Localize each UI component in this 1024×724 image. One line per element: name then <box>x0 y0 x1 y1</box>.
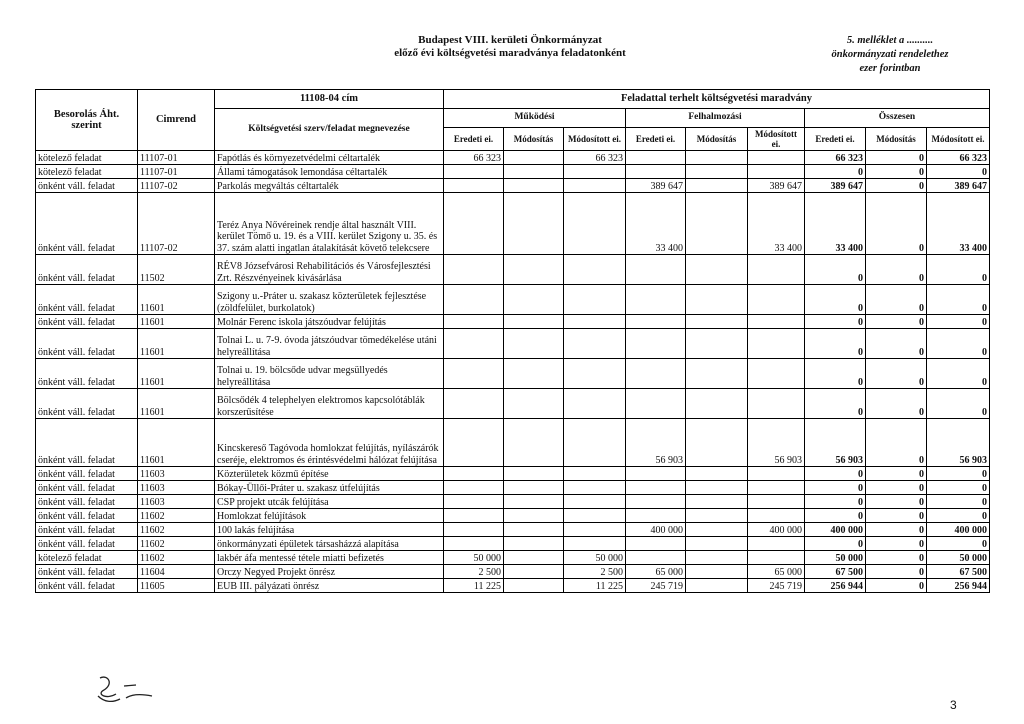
mukodesi-modositott-cell <box>564 315 626 329</box>
table-row <box>36 565 990 579</box>
mukodesi-modositott-cell <box>564 481 626 495</box>
osszesen-modositott-cell: 0 <box>927 467 990 481</box>
cimrend-cell: 11601 <box>138 419 215 467</box>
mukodesi-modositas-cell <box>504 523 564 537</box>
osszesen-eredeti-cell: 0 <box>805 329 866 359</box>
felhalmozasi-modositas-cell <box>686 255 748 285</box>
annex-line-2: önkormányzati rendelethez <box>831 49 949 60</box>
osszesen-modositas-cell: 0 <box>866 467 927 481</box>
osszesen-eredeti-cell: 0 <box>805 509 866 523</box>
mukodesi-modositas-cell <box>504 329 564 359</box>
cimrend-cell: 11602 <box>138 509 215 523</box>
mukodesi-eredeti-cell <box>444 419 504 467</box>
table-row <box>36 329 990 359</box>
felhalmozasi-eredeti-cell: 33 400 <box>626 193 686 255</box>
mukodesi-modositas-cell <box>504 389 564 419</box>
mukodesi-modositas-cell <box>504 565 564 579</box>
mukodesi-modositott-cell <box>564 255 626 285</box>
col-f-modositas: Módosítás <box>686 128 748 151</box>
felhalmozasi-modositas-cell <box>686 389 748 419</box>
task-name-cell: Tolnai u. 19. bölcsőde udvar megsüllyedés helyreállítása <box>215 359 444 389</box>
osszesen-eredeti-cell: 0 <box>805 495 866 509</box>
mukodesi-modositott-cell <box>564 467 626 481</box>
osszesen-modositott-cell: 0 <box>927 329 990 359</box>
felhalmozasi-modositott-cell <box>748 359 805 389</box>
felhalmozasi-modositas-cell <box>686 523 748 537</box>
col-o-modositas: Módosítás <box>866 128 927 151</box>
besorolas-cell: önként váll. feladat <box>36 285 138 315</box>
mukodesi-eredeti-cell: 11 225 <box>444 579 504 593</box>
felhalmozasi-modositas-cell <box>686 579 748 593</box>
osszesen-eredeti-cell: 56 903 <box>805 419 866 467</box>
col-m-modositas: Módosítás <box>504 128 564 151</box>
osszesen-modositas-cell: 0 <box>866 419 927 467</box>
budget-table <box>35 89 990 593</box>
osszesen-modositott-cell: 0 <box>927 481 990 495</box>
mukodesi-modositott-cell <box>564 537 626 551</box>
felhalmozasi-eredeti-cell <box>626 509 686 523</box>
table-row <box>36 579 990 593</box>
mukodesi-modositott-cell <box>564 509 626 523</box>
mukodesi-modositas-cell <box>504 495 564 509</box>
osszesen-modositas-cell: 0 <box>866 329 927 359</box>
felhalmozasi-modositas-cell <box>686 551 748 565</box>
osszesen-eredeti-cell: 67 500 <box>805 565 866 579</box>
osszesen-eredeti-cell: 50 000 <box>805 551 866 565</box>
mukodesi-eredeti-cell <box>444 285 504 315</box>
felhalmozasi-eredeti-cell: 65 000 <box>626 565 686 579</box>
mukodesi-modositott-cell <box>564 495 626 509</box>
osszesen-modositas-cell: 0 <box>866 179 927 193</box>
besorolas-cell: önként váll. feladat <box>36 179 138 193</box>
task-name-cell: Molnár Ferenc iskola játszóudvar felújítás <box>215 315 444 329</box>
felhalmozasi-modositott-cell: 245 719 <box>748 579 805 593</box>
osszesen-eredeti-cell: 33 400 <box>805 193 866 255</box>
besorolas-cell: önként váll. feladat <box>36 389 138 419</box>
mukodesi-modositas-cell <box>504 579 564 593</box>
mukodesi-modositott-cell <box>564 285 626 315</box>
col-mukodesi: Működési <box>444 109 626 128</box>
cimrend-cell: 11601 <box>138 389 215 419</box>
felhalmozasi-modositott-cell <box>748 509 805 523</box>
felhalmozasi-modositas-cell <box>686 315 748 329</box>
felhalmozasi-eredeti-cell <box>626 467 686 481</box>
col-f-eredeti: Eredeti ei. <box>626 128 686 151</box>
handwritten-initials <box>92 672 162 706</box>
besorolas-cell: önként váll. feladat <box>36 579 138 593</box>
osszesen-modositas-cell: 0 <box>866 523 927 537</box>
task-name-cell: Teréz Anya Nővéreinek rendje által használt VIII. kerület Tömő u. 19. és a VIII. kerület Szigony u. 35. és 37. szám alatti ingatlan átalakítását követő telekcsere <box>215 193 444 255</box>
osszesen-modositott-cell: 56 903 <box>927 419 990 467</box>
table-row <box>36 389 990 419</box>
felhalmozasi-eredeti-cell <box>626 165 686 179</box>
task-name-cell: Kincskereső Tagóvoda homlokzat felújítás, nyílászárók cseréje, elektromos és érintésvédelmi hálózat felújítása <box>215 419 444 467</box>
osszesen-modositott-cell: 0 <box>927 255 990 285</box>
osszesen-eredeti-cell: 0 <box>805 315 866 329</box>
osszesen-modositas-cell: 0 <box>866 193 927 255</box>
table-row <box>36 179 990 193</box>
felhalmozasi-modositott-cell <box>748 285 805 315</box>
table-row <box>36 509 990 523</box>
task-name-cell: 100 lakás felújítása <box>215 523 444 537</box>
besorolas-cell: önként váll. feladat <box>36 193 138 255</box>
cimrend-cell: 11107-02 <box>138 179 215 193</box>
besorolas-cell: önként váll. feladat <box>36 419 138 467</box>
col-f-modositott: Módosított ei. <box>748 128 805 151</box>
table-row <box>36 165 990 179</box>
task-name-cell: Szigony u.-Práter u. szakasz közterületek fejlesztése (zöldfelület, burkolatok) <box>215 285 444 315</box>
task-name-cell: önkormányzati épületek társasházzá alapítása <box>215 537 444 551</box>
mukodesi-modositott-cell <box>564 389 626 419</box>
osszesen-modositas-cell: 0 <box>866 315 927 329</box>
col-koltsegvetesi: Költségvetési szerv/feladat megnevezése <box>215 109 444 151</box>
besorolas-cell: kötelező feladat <box>36 165 138 179</box>
besorolas-cell: önként váll. feladat <box>36 329 138 359</box>
felhalmozasi-eredeti-cell <box>626 389 686 419</box>
osszesen-modositott-cell: 400 000 <box>927 523 990 537</box>
col-osszesen: Összesen <box>805 109 990 128</box>
mukodesi-eredeti-cell <box>444 481 504 495</box>
cimrend-cell: 11602 <box>138 537 215 551</box>
cimrend-cell: 11107-02 <box>138 193 215 255</box>
osszesen-modositott-cell: 33 400 <box>927 193 990 255</box>
mukodesi-modositott-cell <box>564 359 626 389</box>
table-row <box>36 523 990 537</box>
col-o-modositott: Módosított ei. <box>927 128 990 151</box>
mukodesi-modositas-cell <box>504 551 564 565</box>
osszesen-modositott-cell: 0 <box>927 165 990 179</box>
felhalmozasi-modositott-cell <box>748 165 805 179</box>
felhalmozasi-eredeti-cell <box>626 551 686 565</box>
besorolas-cell: önként váll. feladat <box>36 565 138 579</box>
cimrend-cell: 11502 <box>138 255 215 285</box>
osszesen-eredeti-cell: 0 <box>805 165 866 179</box>
felhalmozasi-modositott-cell <box>748 315 805 329</box>
osszesen-modositott-cell: 66 323 <box>927 151 990 165</box>
osszesen-modositas-cell: 0 <box>866 551 927 565</box>
mukodesi-eredeti-cell <box>444 255 504 285</box>
osszesen-modositott-cell: 0 <box>927 509 990 523</box>
cimrend-cell: 11107-01 <box>138 151 215 165</box>
osszesen-eredeti-cell: 0 <box>805 359 866 389</box>
osszesen-modositas-cell: 0 <box>866 255 927 285</box>
table-row <box>36 315 990 329</box>
osszesen-eredeti-cell: 389 647 <box>805 179 866 193</box>
mukodesi-eredeti-cell <box>444 193 504 255</box>
annex-line-1: 5. melléklet a .......... <box>846 35 934 46</box>
osszesen-modositott-cell: 50 000 <box>927 551 990 565</box>
felhalmozasi-eredeti-cell: 245 719 <box>626 579 686 593</box>
mukodesi-modositas-cell <box>504 509 564 523</box>
felhalmozasi-modositott-cell: 33 400 <box>748 193 805 255</box>
osszesen-modositas-cell: 0 <box>866 481 927 495</box>
task-name-cell: Homlokzat felújítások <box>215 509 444 523</box>
besorolas-cell: önként váll. feladat <box>36 509 138 523</box>
osszesen-modositott-cell: 0 <box>927 285 990 315</box>
felhalmozasi-eredeti-cell <box>626 495 686 509</box>
osszesen-eredeti-cell: 0 <box>805 389 866 419</box>
mukodesi-modositott-cell <box>564 419 626 467</box>
col-felhalmozasi: Felhalmozási <box>626 109 805 128</box>
besorolas-cell: önként váll. feladat <box>36 523 138 537</box>
annex-reference <box>800 34 980 76</box>
task-name-cell: Orczy Negyed Projekt önrész <box>215 565 444 579</box>
task-name-cell: Bókay-Üllői-Práter u. szakasz útfelújítás <box>215 481 444 495</box>
besorolas-cell: önként váll. feladat <box>36 481 138 495</box>
felhalmozasi-modositas-cell <box>686 565 748 579</box>
felhalmozasi-eredeti-cell <box>626 359 686 389</box>
osszesen-eredeti-cell: 256 944 <box>805 579 866 593</box>
mukodesi-modositott-cell <box>564 523 626 537</box>
table-row <box>36 495 990 509</box>
task-name-cell: Parkolás megváltás céltartalék <box>215 179 444 193</box>
osszesen-modositas-cell: 0 <box>866 389 927 419</box>
felhalmozasi-eredeti-cell <box>626 481 686 495</box>
mukodesi-eredeti-cell <box>444 359 504 389</box>
osszesen-modositas-cell: 0 <box>866 285 927 315</box>
mukodesi-modositas-cell <box>504 359 564 389</box>
cimrend-cell: 11603 <box>138 495 215 509</box>
col-feladat-group: Feladattal terhelt költségvetési maradvány <box>444 90 990 109</box>
cimrend-cell: 11107-01 <box>138 165 215 179</box>
osszesen-modositott-cell: 67 500 <box>927 565 990 579</box>
cimrend-cell: 11601 <box>138 329 215 359</box>
osszesen-eredeti-cell: 0 <box>805 537 866 551</box>
felhalmozasi-modositott-cell <box>748 481 805 495</box>
mukodesi-eredeti-cell: 2 500 <box>444 565 504 579</box>
felhalmozasi-modositas-cell <box>686 509 748 523</box>
felhalmozasi-eredeti-cell <box>626 537 686 551</box>
felhalmozasi-modositas-cell <box>686 495 748 509</box>
table-row <box>36 359 990 389</box>
mukodesi-modositott-cell: 50 000 <box>564 551 626 565</box>
felhalmozasi-modositas-cell <box>686 329 748 359</box>
osszesen-modositott-cell: 256 944 <box>927 579 990 593</box>
mukodesi-modositas-cell <box>504 419 564 467</box>
osszesen-modositas-cell: 0 <box>866 495 927 509</box>
felhalmozasi-modositas-cell <box>686 481 748 495</box>
table-row <box>36 537 990 551</box>
table-row <box>36 467 990 481</box>
cimrend-cell: 11604 <box>138 565 215 579</box>
table-row <box>36 419 990 467</box>
mukodesi-modositas-cell <box>504 285 564 315</box>
felhalmozasi-eredeti-cell <box>626 315 686 329</box>
osszesen-eredeti-cell: 0 <box>805 255 866 285</box>
felhalmozasi-eredeti-cell <box>626 285 686 315</box>
task-name-cell: CSP projekt utcák felújítása <box>215 495 444 509</box>
felhalmozasi-modositott-cell <box>748 329 805 359</box>
mukodesi-modositas-cell <box>504 537 564 551</box>
mukodesi-modositas-cell <box>504 315 564 329</box>
mukodesi-eredeti-cell <box>444 315 504 329</box>
felhalmozasi-modositott-cell <box>748 255 805 285</box>
besorolas-cell: önként váll. feladat <box>36 359 138 389</box>
page-number: 3 <box>950 698 957 712</box>
osszesen-eredeti-cell: 0 <box>805 285 866 315</box>
felhalmozasi-eredeti-cell: 400 000 <box>626 523 686 537</box>
felhalmozasi-modositas-cell <box>686 165 748 179</box>
felhalmozasi-eredeti-cell <box>626 151 686 165</box>
osszesen-eredeti-cell: 66 323 <box>805 151 866 165</box>
title-line-1: Budapest VIII. kerületi Önkormányzat <box>418 34 602 46</box>
osszesen-modositott-cell: 0 <box>927 315 990 329</box>
mukodesi-modositott-cell <box>564 193 626 255</box>
table-row <box>36 151 990 165</box>
osszesen-modositas-cell: 0 <box>866 359 927 389</box>
annex-line-3: ezer forintban <box>859 63 921 74</box>
felhalmozasi-modositott-cell <box>748 495 805 509</box>
document-title <box>330 34 690 60</box>
mukodesi-modositott-cell: 66 323 <box>564 151 626 165</box>
besorolas-cell: önként váll. feladat <box>36 495 138 509</box>
mukodesi-modositas-cell <box>504 481 564 495</box>
osszesen-eredeti-cell: 400 000 <box>805 523 866 537</box>
felhalmozasi-modositott-cell: 400 000 <box>748 523 805 537</box>
mukodesi-eredeti-cell <box>444 389 504 419</box>
mukodesi-modositas-cell <box>504 255 564 285</box>
col-o-eredeti: Eredeti ei. <box>805 128 866 151</box>
felhalmozasi-eredeti-cell: 56 903 <box>626 419 686 467</box>
cimrend-cell: 11605 <box>138 579 215 593</box>
mukodesi-modositas-cell <box>504 467 564 481</box>
osszesen-modositott-cell: 0 <box>927 389 990 419</box>
task-name-cell: Állami támogatások lemondása céltartalék <box>215 165 444 179</box>
mukodesi-eredeti-cell <box>444 179 504 193</box>
mukodesi-modositott-cell <box>564 165 626 179</box>
felhalmozasi-modositas-cell <box>686 285 748 315</box>
cimrend-cell: 11603 <box>138 481 215 495</box>
task-name-cell: Közterületek közmű építése <box>215 467 444 481</box>
table-row <box>36 193 990 255</box>
task-name-cell: Bölcsődék 4 telephelyen elektromos kapcsolótáblák korszerűsítése <box>215 389 444 419</box>
task-name-cell: EUB III. pályázati önrész <box>215 579 444 593</box>
table-row <box>36 285 990 315</box>
mukodesi-modositott-cell <box>564 179 626 193</box>
col-m-modositott: Módosított ei. <box>564 128 626 151</box>
felhalmozasi-modositott-cell <box>748 551 805 565</box>
title-line-2: előző évi költségvetési maradványa feladatonként <box>394 47 626 59</box>
felhalmozasi-eredeti-cell: 389 647 <box>626 179 686 193</box>
mukodesi-modositott-cell <box>564 329 626 359</box>
col-besorolas: Besorolás Áht. szerint <box>36 90 138 151</box>
osszesen-modositas-cell: 0 <box>866 579 927 593</box>
osszesen-modositott-cell: 0 <box>927 537 990 551</box>
mukodesi-modositott-cell: 11 225 <box>564 579 626 593</box>
cimrend-cell: 11602 <box>138 523 215 537</box>
col-cim: 11108-04 cím <box>215 90 444 109</box>
task-name-cell: RÉV8 Józsefvárosi Rehabilitációs és Városfejlesztési Zrt. Részvényeinek kivásárlása <box>215 255 444 285</box>
felhalmozasi-modositott-cell <box>748 151 805 165</box>
osszesen-modositas-cell: 0 <box>866 151 927 165</box>
besorolas-cell: önként váll. feladat <box>36 537 138 551</box>
mukodesi-modositas-cell <box>504 179 564 193</box>
felhalmozasi-modositott-cell: 389 647 <box>748 179 805 193</box>
mukodesi-eredeti-cell <box>444 329 504 359</box>
felhalmozasi-modositott-cell: 65 000 <box>748 565 805 579</box>
besorolas-cell: önként váll. feladat <box>36 467 138 481</box>
osszesen-modositott-cell: 0 <box>927 495 990 509</box>
felhalmozasi-modositott-cell <box>748 537 805 551</box>
felhalmozasi-modositas-cell <box>686 359 748 389</box>
osszesen-modositas-cell: 0 <box>866 509 927 523</box>
mukodesi-eredeti-cell: 50 000 <box>444 551 504 565</box>
felhalmozasi-modositas-cell <box>686 467 748 481</box>
mukodesi-eredeti-cell <box>444 537 504 551</box>
osszesen-modositott-cell: 389 647 <box>927 179 990 193</box>
felhalmozasi-modositott-cell: 56 903 <box>748 419 805 467</box>
mukodesi-modositas-cell <box>504 193 564 255</box>
felhalmozasi-modositas-cell <box>686 537 748 551</box>
table-row <box>36 551 990 565</box>
mukodesi-eredeti-cell <box>444 467 504 481</box>
felhalmozasi-modositott-cell <box>748 467 805 481</box>
task-name-cell: Tolnai L. u. 7-9. óvoda játszóudvar tömedékelése utáni helyreállítása <box>215 329 444 359</box>
mukodesi-eredeti-cell <box>444 495 504 509</box>
mukodesi-modositas-cell <box>504 165 564 179</box>
felhalmozasi-modositas-cell <box>686 179 748 193</box>
table-row <box>36 481 990 495</box>
felhalmozasi-modositott-cell <box>748 389 805 419</box>
cimrend-cell: 11603 <box>138 467 215 481</box>
osszesen-modositott-cell: 0 <box>927 359 990 389</box>
besorolas-cell: önként váll. feladat <box>36 315 138 329</box>
besorolas-cell: kötelező feladat <box>36 551 138 565</box>
mukodesi-eredeti-cell: 66 323 <box>444 151 504 165</box>
osszesen-eredeti-cell: 0 <box>805 467 866 481</box>
cimrend-cell: 11601 <box>138 359 215 389</box>
felhalmozasi-eredeti-cell <box>626 329 686 359</box>
mukodesi-eredeti-cell <box>444 523 504 537</box>
task-name-cell: Fapótlás és környezetvédelmi céltartalék <box>215 151 444 165</box>
osszesen-modositas-cell: 0 <box>866 537 927 551</box>
mukodesi-eredeti-cell <box>444 509 504 523</box>
cimrend-cell: 11602 <box>138 551 215 565</box>
felhalmozasi-modositas-cell <box>686 193 748 255</box>
table-row <box>36 255 990 285</box>
felhalmozasi-eredeti-cell <box>626 255 686 285</box>
felhalmozasi-modositas-cell <box>686 151 748 165</box>
osszesen-eredeti-cell: 0 <box>805 481 866 495</box>
osszesen-modositas-cell: 0 <box>866 165 927 179</box>
mukodesi-modositas-cell <box>504 151 564 165</box>
besorolas-cell: kötelező feladat <box>36 151 138 165</box>
felhalmozasi-modositas-cell <box>686 419 748 467</box>
col-m-eredeti: Eredeti ei. <box>444 128 504 151</box>
col-cimrend: Cimrend <box>138 90 215 151</box>
cimrend-cell: 11601 <box>138 315 215 329</box>
cimrend-cell: 11601 <box>138 285 215 315</box>
mukodesi-eredeti-cell <box>444 165 504 179</box>
mukodesi-modositott-cell: 2 500 <box>564 565 626 579</box>
besorolas-cell: önként váll. feladat <box>36 255 138 285</box>
task-name-cell: lakbér áfa mentessé tétele miatti befizetés <box>215 551 444 565</box>
osszesen-modositas-cell: 0 <box>866 565 927 579</box>
